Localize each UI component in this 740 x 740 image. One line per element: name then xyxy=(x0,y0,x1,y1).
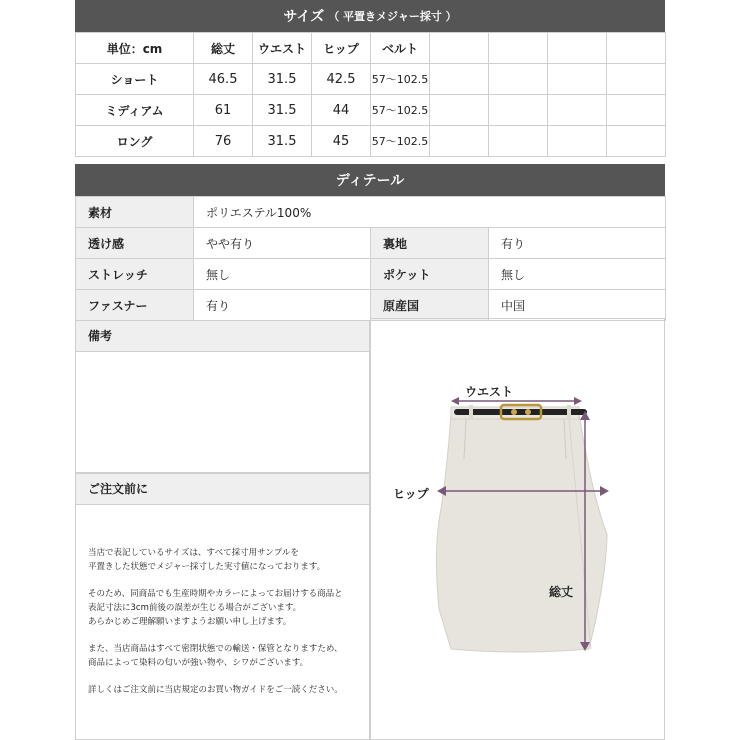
empty-cell xyxy=(430,126,489,157)
origin-value: 中国 xyxy=(489,290,666,321)
detail-section-header xyxy=(75,164,665,196)
total-length-value: 46.5 xyxy=(194,64,253,95)
size-subtitle: （ 平置きメジャー採寸 ） xyxy=(328,10,457,23)
empty-cell xyxy=(548,95,607,126)
size-table-header-row xyxy=(76,33,666,64)
total-length-value: 76 xyxy=(194,126,253,157)
notice-paragraph: 当店で表記しているサイズは、すべて採寸用サンプルを 平置きした状態でメジャー採寸した実寸値になっております。 xyxy=(88,548,326,572)
product-info-sheet xyxy=(75,0,665,740)
empty-cell xyxy=(607,64,666,95)
empty-cell xyxy=(489,33,548,64)
header-total-length: 総丈 xyxy=(194,33,253,64)
hip-value: 44 xyxy=(312,95,371,126)
fastener-label: ファスナー xyxy=(76,290,194,321)
material-value: ポリエステル100% xyxy=(194,197,666,228)
notice-box xyxy=(75,473,370,740)
empty-cell xyxy=(489,126,548,157)
header-waist: ウエスト xyxy=(253,33,312,64)
hip-value: 45 xyxy=(312,126,371,157)
notice-paragraph: 詳しくはご注文前に当店規定のお買い物ガイドをご一読ください。 xyxy=(88,685,343,695)
size-table xyxy=(75,32,666,157)
notice-paragraph: また、当店商品はすべて密閉状態での輸送・保管となりますため、 商品によって染料の匂いが強い物や、シワがございます。 xyxy=(88,644,343,668)
lining-label: 裏地 xyxy=(371,228,489,259)
size-section-header xyxy=(75,0,665,32)
origin-label: 原産国 xyxy=(371,290,489,321)
stretch-value: 無し xyxy=(194,259,371,290)
size-label: ミディアム xyxy=(76,95,194,126)
size-title: サイズ xyxy=(283,9,325,25)
size-label: ロング xyxy=(76,126,194,157)
lining-value: 有り xyxy=(489,228,666,259)
detail-title: ディテール xyxy=(335,173,405,189)
notice-label: ご注文前に xyxy=(76,474,369,505)
length-label: 総丈 xyxy=(549,585,574,599)
belt-value: 57〜102.5 xyxy=(371,64,430,95)
skirt-body xyxy=(436,414,607,652)
empty-cell xyxy=(607,33,666,64)
empty-cell xyxy=(607,95,666,126)
size-label: ショート xyxy=(76,64,194,95)
header-belt: ベルト xyxy=(371,33,430,64)
material-label: 素材 xyxy=(76,197,194,228)
header-hip: ヒップ xyxy=(312,33,371,64)
empty-cell xyxy=(489,95,548,126)
table-row xyxy=(76,197,666,228)
notice-text xyxy=(88,546,368,710)
waist-value: 31.5 xyxy=(253,95,312,126)
stretch-label: ストレッチ xyxy=(76,259,194,290)
table-row xyxy=(76,228,666,259)
table-row xyxy=(76,290,666,321)
transparency-label: 透け感 xyxy=(76,228,194,259)
fastener-value: 有り xyxy=(194,290,371,321)
empty-cell xyxy=(430,33,489,64)
empty-cell xyxy=(548,126,607,157)
hip-label: ヒップ xyxy=(393,487,429,501)
waist-value: 31.5 xyxy=(253,64,312,95)
waist-value: 31.5 xyxy=(253,126,312,157)
table-row xyxy=(76,126,666,157)
empty-cell xyxy=(430,64,489,95)
remarks-label: 備考 xyxy=(76,321,369,352)
hip-value: 42.5 xyxy=(312,64,371,95)
waist-label: ウエスト xyxy=(465,385,514,399)
notice-paragraph: そのため、同商品でも生産時期やカラーによってお届けする商品と 表記寸法に3cm前後の誤差が生じる場合がございます。 あらかじめご理解願いますようお願い申し上げます。 xyxy=(88,589,343,627)
empty-cell xyxy=(489,64,548,95)
total-length-value: 61 xyxy=(194,95,253,126)
header-unit: 単位：cm xyxy=(76,33,194,64)
belt-value: 57〜102.5 xyxy=(371,95,430,126)
empty-cell xyxy=(430,95,489,126)
skirt-measurement-diagram xyxy=(370,318,665,740)
transparency-value: やや有り xyxy=(194,228,371,259)
table-row xyxy=(76,64,666,95)
table-row xyxy=(76,95,666,126)
pocket-label: ポケット xyxy=(371,259,489,290)
table-row xyxy=(76,259,666,290)
empty-cell xyxy=(607,126,666,157)
pocket-value: 無し xyxy=(489,259,666,290)
empty-cell xyxy=(548,64,607,95)
detail-table xyxy=(75,196,666,321)
remarks-box xyxy=(75,320,370,473)
empty-cell xyxy=(548,33,607,64)
skirt-illustration xyxy=(371,319,664,739)
belt-value: 57〜102.5 xyxy=(371,126,430,157)
